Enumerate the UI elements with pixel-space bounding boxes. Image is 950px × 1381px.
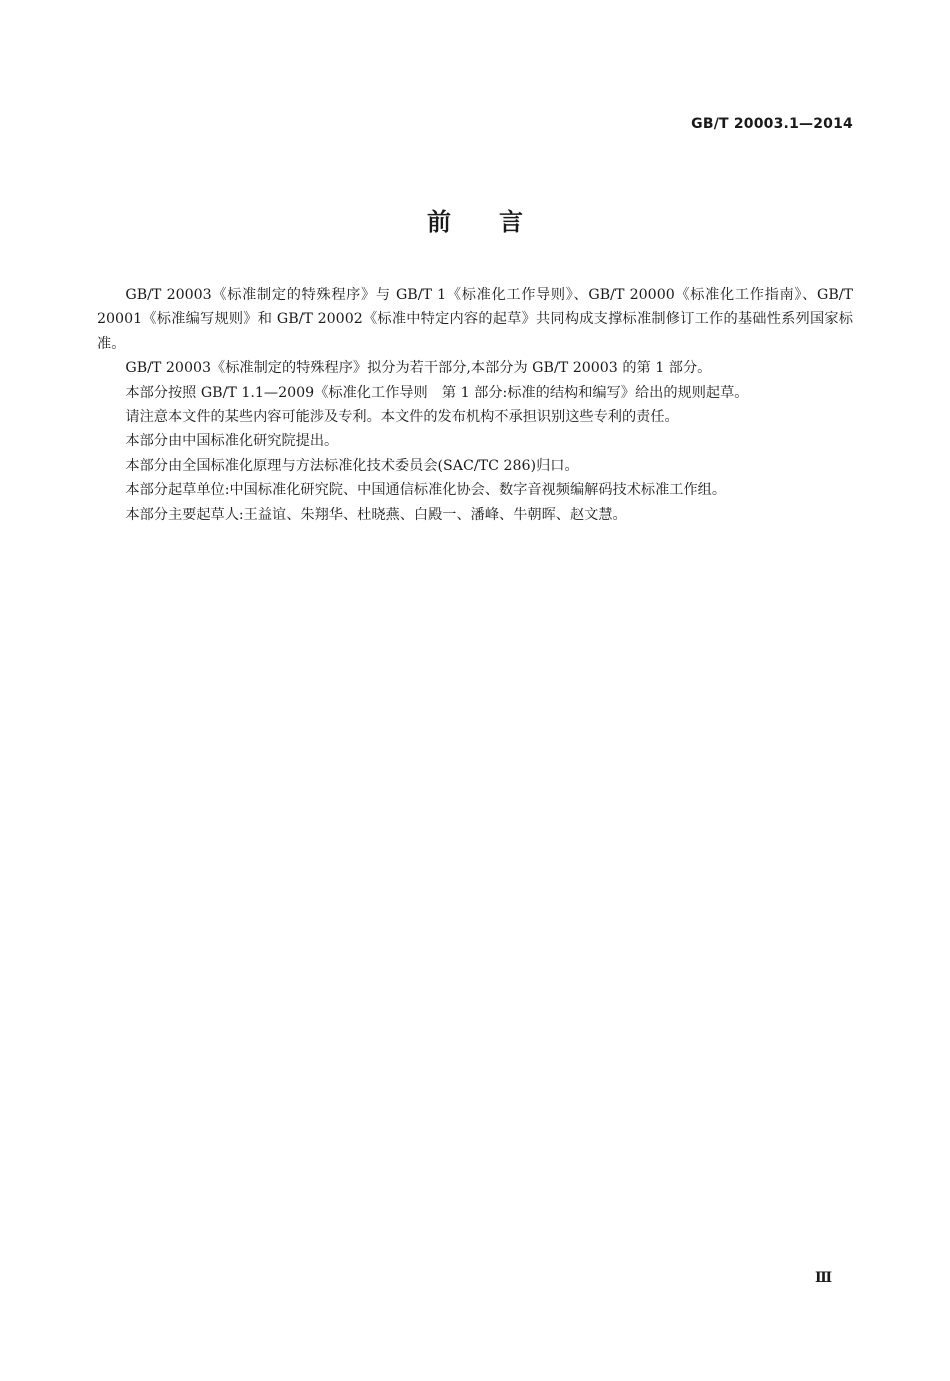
paragraph-drafting-units: 本部分起草单位:中国标准化研究院、中国通信标准化协会、数字音视频编解码技术标准工作组。 bbox=[125, 482, 727, 499]
paragraph-committee: 本部分由全国标准化原理与方法标准化技术委员会(SAC/TC 286)归口。 bbox=[125, 457, 579, 474]
page-title: 前言 bbox=[427, 208, 571, 236]
paragraph-drafting-rules: 本部分按照 GB/T 1.1—2009《标准化工作导则 第 1 部分:标准的结构和编写》给出的规则起草。 bbox=[125, 384, 749, 401]
paragraph-drafters: 本部分主要起草人:王益谊、朱翔华、杜晓燕、白殿一、潘峰、牛朝晖、赵文慧。 bbox=[125, 506, 627, 523]
foreword-body bbox=[97, 283, 853, 527]
paragraph-part-structure: GB/T 20003《标准制定的特殊程序》拟分为若干部分,本部分为 GB/T 20003 的第 1 部分。 bbox=[125, 360, 712, 377]
paragraph-series-overview: GB/T 20003《标准制定的特殊程序》与 GB/T 1《标准化工作导则》、GB/T 20000《标准化工作指南》、GB/T 20001《标准编写规则》和 GB/T 20002《标准中特定内容的起草》共同构成支撑标准制修订工作的基础性系列国家标准。 bbox=[97, 287, 853, 352]
paragraph-patent-notice: 请注意本文件的某些内容可能涉及专利。本文件的发布机构不承担识别这些专利的责任。 bbox=[125, 409, 679, 426]
document-code: GB/T 20003.1—2014 bbox=[691, 116, 853, 132]
page-number: Ⅲ bbox=[814, 1270, 832, 1286]
paragraph-proposer: 本部分由中国标准化研究院提出。 bbox=[125, 433, 339, 450]
